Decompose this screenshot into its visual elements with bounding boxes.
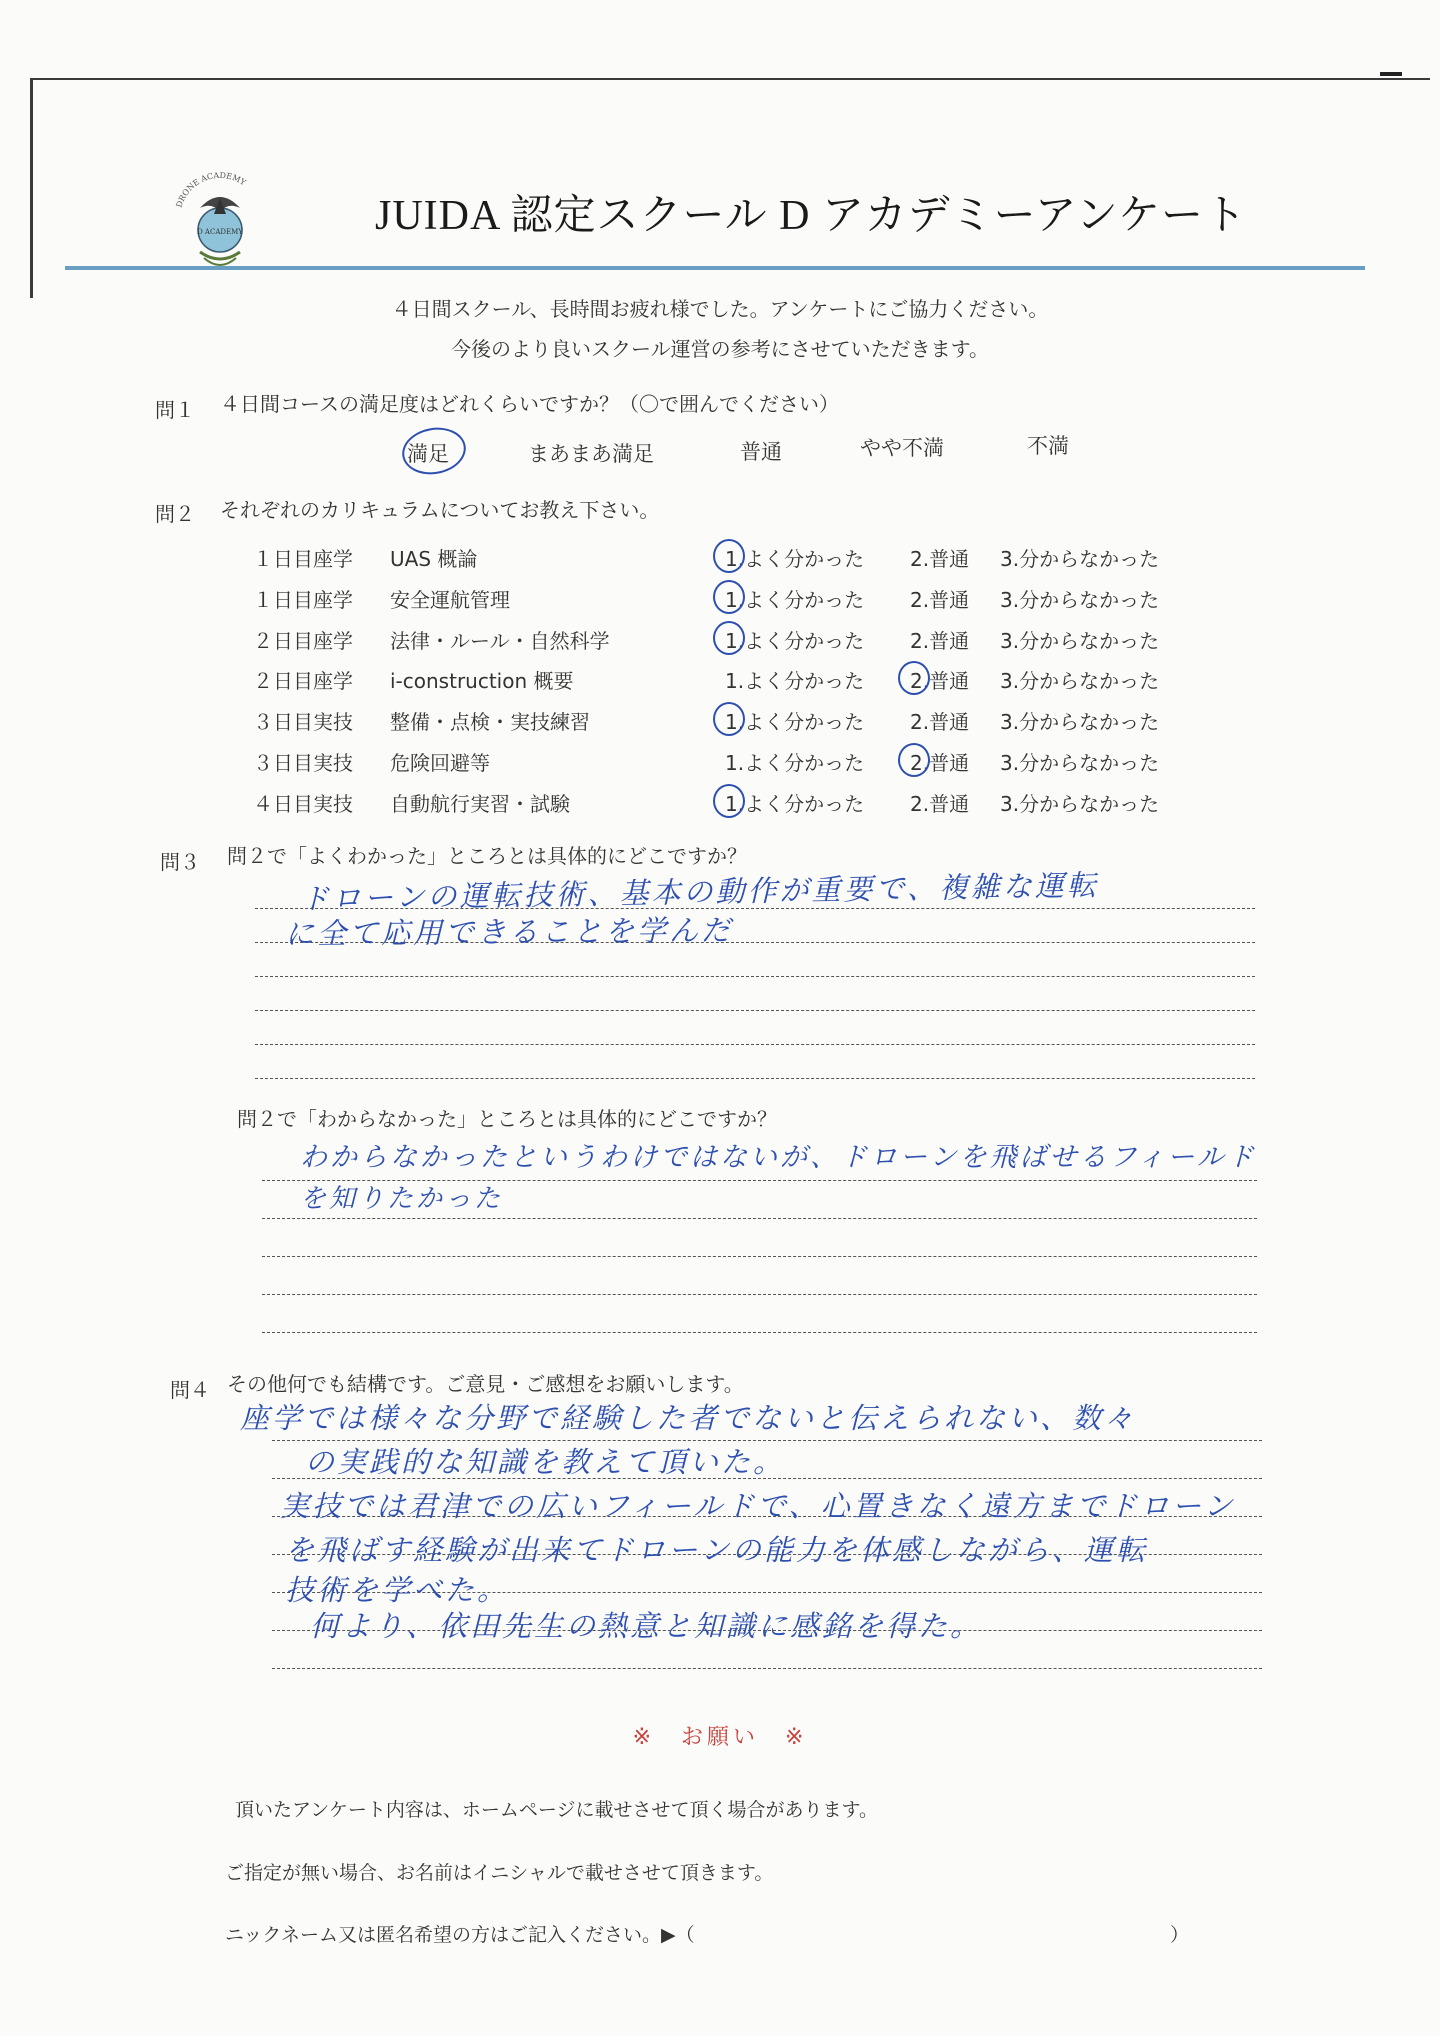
q2-row-day: ４日目実技 — [253, 792, 353, 816]
q1-question: ４日間コースの満足度はどれくらいですか？（〇で囲んでください） — [220, 392, 839, 416]
q2-answer-option-2[interactable]: 2.普通 — [910, 629, 970, 653]
q2-answer-option-1[interactable]: 1.よく分かった — [725, 588, 865, 612]
q1-selection-circle — [398, 423, 469, 479]
q2-selection-circle — [713, 784, 745, 818]
q2-row-topic: 法律・ルール・自然科学 — [390, 629, 610, 653]
q4-answer-line-4: を飛ばす経験が出来てドローンの能力を体感しながら、運転 — [285, 1533, 1148, 1567]
q2-answer-option-1[interactable]: 1.よく分かった — [725, 710, 865, 734]
q2-answer-option-3[interactable]: 3.分からなかった — [1000, 547, 1160, 571]
q1-number: 問１ — [155, 398, 195, 422]
q2-question: それぞれのカリキュラムについてお教え下さい。 — [220, 498, 660, 522]
q2-answer-option-2[interactable]: 2.普通 — [910, 751, 970, 775]
q2-answer-option-1[interactable]: 1.よく分かった — [725, 547, 865, 571]
q1-option-1[interactable]: 満足 — [407, 442, 449, 466]
q3-question-b: 問２で「わからなかった」ところとは具体的にどこですか？ — [237, 1107, 777, 1131]
q2-selection-circle — [713, 702, 745, 736]
q2-answer-option-1[interactable]: 1.よく分かった — [725, 629, 865, 653]
answer-line — [262, 1294, 1257, 1295]
q3-answer-b-line-1: わからなかったというわけではないが、ドローンを飛ばせるフィールド — [300, 1142, 1257, 1173]
title-underline — [65, 266, 1365, 270]
notice-heading: ※ お願い ※ — [632, 1725, 808, 1750]
q4-question: その他何でも結構です。ご意見・ご感想をお願いします。 — [227, 1372, 744, 1396]
q3-question-a: 問２で「よくわかった」ところとは具体的にどこですか？ — [227, 844, 747, 868]
q2-number: 問２ — [155, 502, 195, 526]
q4-number: 問４ — [170, 1378, 210, 1402]
academy-logo — [170, 168, 270, 278]
q2-answer-option-1[interactable]: 1.よく分かった — [725, 792, 865, 816]
q1-option-5[interactable]: 不満 — [1027, 434, 1069, 458]
q3-answer-a-line-2: に全て応用できることを学んだ — [284, 913, 734, 951]
q2-row-day: １日目座学 — [253, 588, 353, 612]
q2-answer-option-3[interactable]: 3.分からなかった — [1000, 588, 1160, 612]
q2-answer-option-3[interactable]: 3.分からなかった — [1000, 792, 1160, 816]
q4-answer-line-1: 座学では様々な分野で経験した者でないと伝えられない、数々 — [240, 1401, 1137, 1435]
q2-selection-circle — [898, 743, 930, 777]
q3-number: 問３ — [160, 850, 200, 874]
q4-answer-line-5: 技術を学べた。 — [285, 1573, 510, 1607]
q3-answer-b-line-2: を知りたかった — [300, 1184, 504, 1214]
scan-border-top — [30, 78, 1430, 80]
q2-answer-option-3[interactable]: 3.分からなかった — [1000, 629, 1160, 653]
q2-selection-circle — [898, 661, 930, 695]
q2-answer-option-2[interactable]: 2.普通 — [910, 588, 970, 612]
q2-row-topic: 自動航行実習・試験 — [390, 792, 570, 816]
q2-answer-option-2[interactable]: 2.普通 — [910, 710, 970, 734]
q4-answer-line-6: 何より、依田先生の熱意と知識に感銘を得た。 — [310, 1609, 983, 1643]
q2-answer-option-3[interactable]: 3.分からなかった — [1000, 751, 1160, 775]
q2-row-topic: 危険回避等 — [390, 751, 490, 775]
scan-border-left — [30, 78, 33, 298]
q2-row-day: ２日目座学 — [253, 669, 353, 693]
answer-line — [262, 1332, 1257, 1333]
q2-selection-circle — [713, 539, 745, 573]
q2-row-topic: 整備・点検・実技練習 — [390, 710, 590, 734]
q2-answer-option-3[interactable]: 3.分からなかった — [1000, 669, 1160, 693]
page-title: JUIDA 認定スクール D アカデミーアンケート — [375, 193, 1247, 239]
answer-line — [255, 1078, 1255, 1079]
q1-option-2[interactable]: まあまあ満足 — [528, 442, 654, 466]
q1-option-3[interactable]: 普通 — [740, 440, 782, 464]
q2-answer-option-3[interactable]: 3.分からなかった — [1000, 710, 1160, 734]
q2-answer-option-2[interactable]: 2.普通 — [910, 792, 970, 816]
q1-option-4[interactable]: やや不満 — [860, 436, 944, 460]
notice-line-3-close: ） — [1170, 1924, 1190, 1946]
q2-answer-option-2[interactable]: 2.普通 — [910, 547, 970, 571]
q2-row-day: ２日目座学 — [253, 629, 353, 653]
notice-line-1: 頂いたアンケート内容は、ホームページに載せさせて頂く場合があります。 — [235, 1799, 878, 1821]
logo-top-text: DRONE ACADEMY — [174, 170, 248, 209]
q2-answer-option-1[interactable]: 1.よく分かった — [725, 751, 865, 775]
answer-line — [255, 976, 1255, 977]
q2-row-day: ３日目実技 — [253, 710, 353, 734]
intro-line-2: 今後のより良いスクール運営の参考にさせていただきます。 — [451, 337, 989, 361]
q2-row-day: １日目座学 — [253, 547, 353, 571]
q2-answer-option-2[interactable]: 2.普通 — [910, 669, 970, 693]
q4-answer-line-3: 実技では君津での広いフィールドで、心置きなく遠方までドローン — [280, 1489, 1236, 1523]
q2-answer-option-1[interactable]: 1.よく分かった — [725, 669, 865, 693]
notice-line-3: ニックネーム又は匿名希望の方はご記入ください。▶（ — [225, 1924, 695, 1946]
q2-row-day: ３日目実技 — [253, 751, 353, 775]
answer-line — [262, 1218, 1257, 1219]
q2-row-topic: i-construction 概要 — [390, 669, 574, 693]
q2-selection-circle — [713, 621, 745, 655]
q3-answer-a-line-1: ドローンの運転技術、基本の動作が重要で、複雑な運転 — [299, 868, 1100, 916]
answer-line — [272, 1668, 1262, 1669]
q2-selection-circle — [713, 580, 745, 614]
q2-row-topic: 安全運航管理 — [390, 588, 510, 612]
answer-line — [262, 1256, 1257, 1257]
answer-line — [255, 1044, 1255, 1045]
notice-line-2: ご指定が無い場合、お名前はイニシャルで載せさせて頂きます。 — [225, 1862, 774, 1884]
intro-line-1: ４日間スクール、長時間お疲れ様でした。アンケートにご協力ください。 — [391, 297, 1049, 321]
q4-answer-line-2: の実践的な知識を教えて頂いた。 — [305, 1445, 786, 1479]
answer-line — [255, 1010, 1255, 1011]
q2-row-topic: UAS 概論 — [390, 547, 478, 571]
logo-bottom-text: D ACADEMY — [197, 228, 243, 236]
scan-mark — [1380, 72, 1402, 76]
